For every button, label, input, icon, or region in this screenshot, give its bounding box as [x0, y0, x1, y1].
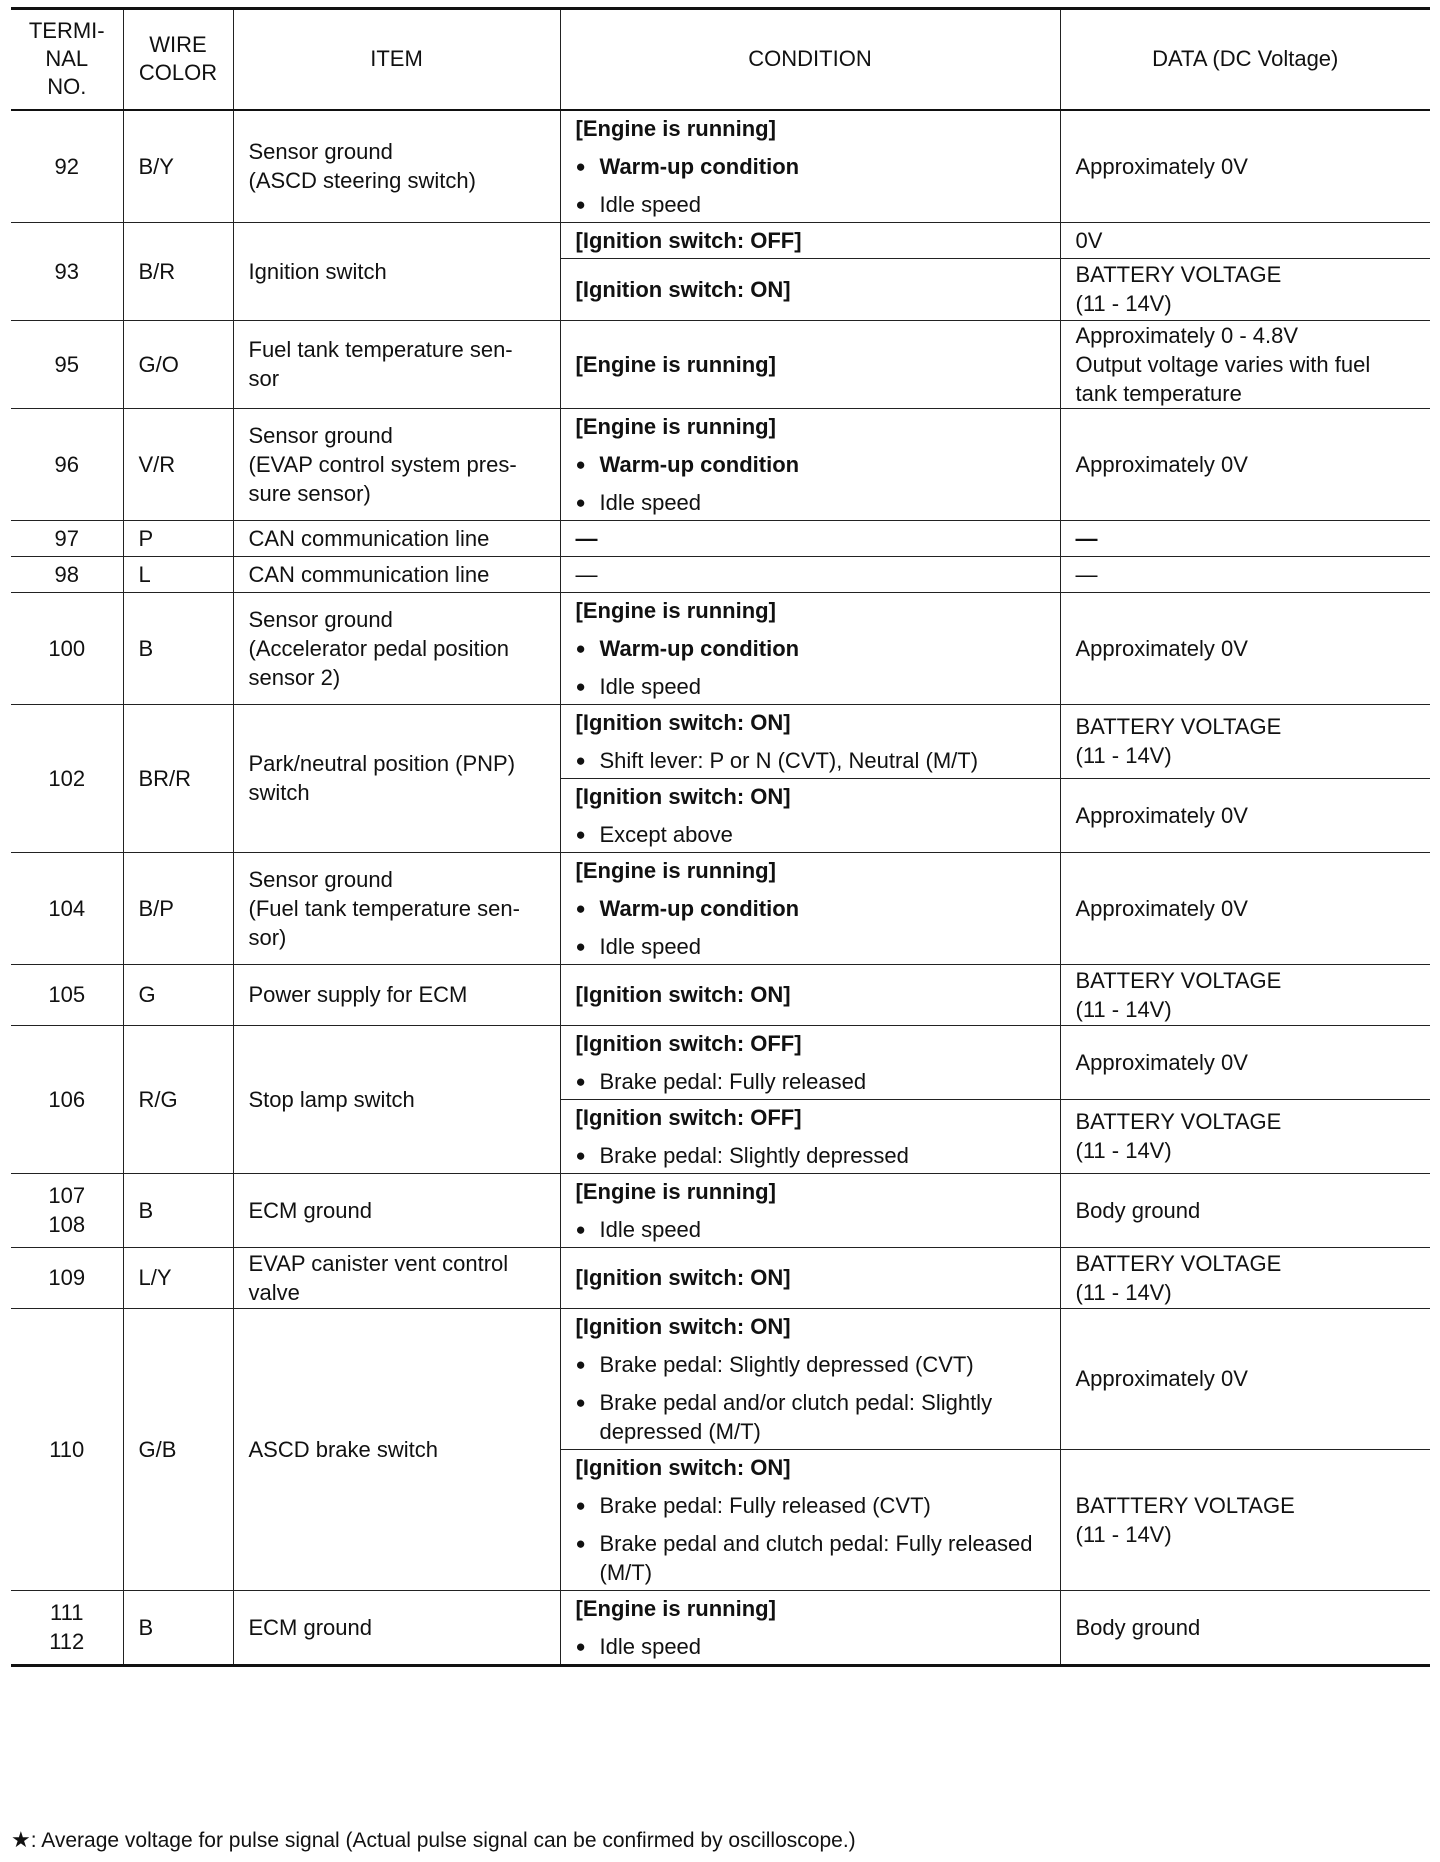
condition-header: [Engine is running]	[575, 115, 776, 141]
item-cell	[233, 964, 560, 1025]
data-cell	[1060, 258, 1430, 320]
condition-cell	[560, 222, 1060, 258]
bullet-icon: ●	[575, 1071, 586, 1091]
condition-header: [Engine is running]	[575, 1178, 776, 1204]
item-cell	[233, 592, 560, 704]
condition-header: [Ignition switch: ON]	[575, 1313, 791, 1339]
footnote-text: : Average voltage for pulse signal (Actual pulse signal can be confirmed by oscilloscope.)	[30, 1829, 856, 1852]
terminal-no-cell	[11, 520, 123, 556]
item-line: Ignition switch	[248, 258, 387, 284]
bullet-icon: ●	[575, 824, 586, 844]
table-row	[11, 592, 1430, 704]
bullet-icon: ●	[575, 194, 586, 214]
bullet-icon: ●	[575, 1533, 586, 1553]
condition-cell	[560, 1449, 1060, 1590]
item-line: switch	[248, 780, 310, 805]
condition-cell	[560, 592, 1060, 704]
wire-color-cell: B/P	[123, 852, 233, 964]
data-line: (11 - 14V)	[1075, 1521, 1172, 1547]
data-cell	[1060, 556, 1430, 592]
data-cell	[1060, 1099, 1430, 1173]
data-line: BATTERY VOLTAGE	[1075, 1109, 1282, 1134]
bullet-text: Warm-up condition	[599, 451, 800, 477]
item-line: Sensor ground	[248, 139, 393, 164]
terminal-no: 108	[48, 1212, 86, 1237]
item-line: ECM ground	[248, 1197, 373, 1223]
bullet-icon: ●	[575, 1145, 586, 1165]
item-cell	[233, 222, 560, 320]
terminal-no-cell	[11, 1173, 123, 1247]
terminal-no-cell	[11, 964, 123, 1025]
item-cell	[233, 110, 560, 223]
condition-cell	[560, 704, 1060, 778]
data-line: (11 - 14V)	[1075, 291, 1172, 316]
data-line: BATTERY VOLTAGE	[1075, 967, 1282, 993]
data-cell	[1060, 852, 1430, 964]
terminal-no-cell	[11, 1247, 123, 1308]
data-line: Output voltage varies with fuel	[1075, 351, 1371, 377]
terminal-no: 104	[48, 895, 86, 921]
condition-bullet	[576, 1067, 1045, 1096]
data-line: BATTTERY VOLTAGE	[1075, 1492, 1295, 1518]
item-line: valve	[248, 1279, 300, 1305]
condition-cell	[560, 258, 1060, 320]
terminal-no-cell	[11, 1590, 123, 1665]
condition-bullet	[576, 672, 1045, 701]
data-cell	[1060, 1590, 1430, 1665]
condition-cell	[560, 556, 1060, 592]
data-cell	[1060, 1308, 1430, 1449]
bullet-icon: ●	[575, 750, 586, 770]
data-line: (11 - 14V)	[1075, 996, 1172, 1022]
data-cell	[1060, 520, 1430, 556]
data-line: Approximately 0V	[1075, 153, 1248, 179]
bullet-icon: ●	[575, 1495, 586, 1515]
condition-header: [Ignition switch: ON]	[575, 709, 791, 735]
condition-header: [Engine is running]	[575, 857, 776, 883]
wire-color-cell: B/R	[123, 222, 233, 320]
header-wire-color: WIRE COLOR	[123, 9, 233, 110]
terminal-no: 97	[54, 525, 79, 551]
table-row	[11, 320, 1430, 408]
bullet-text: Warm-up condition	[599, 895, 800, 921]
bullet-icon: ●	[575, 492, 586, 512]
data-line: tank temperature	[1075, 380, 1242, 406]
terminal-no: 95	[54, 351, 79, 377]
condition-cell	[560, 110, 1060, 223]
wire-color-cell: B	[123, 592, 233, 704]
condition-cell	[560, 320, 1060, 408]
condition-bullet	[576, 1350, 1045, 1379]
wire-color-cell: L	[123, 556, 233, 592]
condition-bullet	[576, 1141, 1045, 1170]
table-row	[11, 704, 1430, 778]
terminal-no: 102	[48, 765, 86, 791]
condition-bullet	[576, 1632, 1045, 1661]
bullet-text: Brake pedal: Slightly depressed	[599, 1142, 909, 1168]
data-line: Approximately 0V	[1075, 635, 1248, 661]
terminal-no: 107	[48, 1183, 86, 1208]
terminal-no-cell	[11, 1308, 123, 1590]
condition-header: [Engine is running]	[575, 413, 776, 439]
table-row	[11, 408, 1430, 520]
condition-bullet	[576, 1388, 1045, 1446]
condition-header: [Ignition switch: OFF]	[575, 227, 802, 253]
bullet-icon: ●	[575, 1219, 586, 1239]
table-header-row	[11, 9, 1430, 110]
bullet-text: Idle speed	[599, 673, 702, 699]
item-cell	[233, 704, 560, 852]
terminal-no: 100	[48, 635, 86, 661]
condition-cell	[560, 520, 1060, 556]
item-line: Sensor ground	[248, 422, 393, 448]
condition-header: [Ignition switch: ON]	[575, 1265, 791, 1290]
ecm-terminal-table	[11, 7, 1430, 1667]
item-cell	[233, 320, 560, 408]
terminal-no-cell	[11, 408, 123, 520]
wire-color-cell: V/R	[123, 408, 233, 520]
terminal-no: 110	[49, 1436, 85, 1462]
condition-header: [Engine is running]	[575, 351, 776, 377]
item-cell	[233, 556, 560, 592]
data-cell	[1060, 964, 1430, 1025]
terminal-no: 98	[54, 561, 79, 587]
data-line: (11 - 14V)	[1075, 1279, 1172, 1305]
item-line: sensor 2)	[248, 664, 341, 690]
item-line: Fuel tank temperature sen-	[248, 337, 513, 362]
bullet-text: Shift lever: P or N (CVT), Neutral (M/T)	[599, 747, 979, 773]
data-line: Approximately 0V	[1075, 802, 1248, 828]
wire-color-cell: G	[123, 964, 233, 1025]
bullet-icon: ●	[575, 1354, 586, 1374]
header-item: ITEM	[233, 9, 560, 110]
item-line: EVAP canister vent control	[248, 1250, 509, 1276]
condition-header: [Engine is running]	[575, 1595, 776, 1621]
header-condition: CONDITION	[560, 9, 1060, 110]
terminal-no: 109	[48, 1265, 86, 1290]
bullet-icon: ●	[575, 936, 586, 956]
terminal-no: 106	[48, 1086, 86, 1112]
data-line: —	[1075, 561, 1098, 587]
data-cell	[1060, 408, 1430, 520]
table-row	[11, 222, 1430, 258]
data-line: BATTERY VOLTAGE	[1075, 1250, 1282, 1276]
data-line: Approximately 0V	[1075, 895, 1248, 921]
item-line: (EVAP control system pres-	[248, 451, 517, 477]
table-row	[11, 852, 1430, 964]
terminal-no-cell	[11, 852, 123, 964]
data-cell	[1060, 320, 1430, 408]
condition-bullet	[576, 932, 1045, 961]
table-row	[11, 520, 1430, 556]
condition-header: [Engine is running]	[575, 597, 776, 623]
bullet-text: Brake pedal: Fully released	[599, 1068, 867, 1094]
terminal-no: 93	[54, 258, 79, 284]
condition-header: [Ignition switch: ON]	[575, 276, 791, 302]
item-line: sor	[248, 366, 280, 391]
item-line: ECM ground	[248, 1614, 373, 1640]
condition-cell	[560, 1247, 1060, 1308]
footnote	[11, 1826, 856, 1855]
item-line: CAN communication line	[248, 561, 490, 587]
data-line: Approximately 0V	[1075, 1366, 1248, 1391]
wire-color-cell: P	[123, 520, 233, 556]
item-line: Power supply for ECM	[248, 982, 468, 1007]
item-cell	[233, 520, 560, 556]
condition-bullet	[576, 894, 1045, 923]
condition-dash: —	[575, 525, 598, 551]
bullet-text: Brake pedal and/or clutch pedal: Slightly depressed (M/T)	[599, 1389, 993, 1444]
header-data: DATA (DC Voltage)	[1060, 9, 1430, 110]
table-row	[11, 964, 1430, 1025]
bullet-text: Warm-up condition	[599, 153, 800, 179]
condition-bullet	[576, 820, 1045, 849]
table-row	[11, 1247, 1430, 1308]
item-line: Park/neutral position (PNP)	[248, 751, 516, 776]
bullet-text: Idle speed	[599, 933, 702, 959]
condition-bullet	[576, 190, 1045, 219]
data-cell	[1060, 778, 1430, 852]
bullet-icon: ●	[575, 1392, 586, 1412]
data-cell	[1060, 592, 1430, 704]
item-cell	[233, 1308, 560, 1590]
condition-header: [Ignition switch: ON]	[575, 783, 791, 809]
item-line: sor)	[248, 924, 287, 950]
condition-bullet	[576, 488, 1045, 517]
condition-cell	[560, 1099, 1060, 1173]
condition-bullet	[576, 1529, 1045, 1587]
condition-bullet	[576, 746, 1045, 775]
item-cell	[233, 1025, 560, 1173]
condition-cell	[560, 1308, 1060, 1449]
wire-color-cell: B/Y	[123, 110, 233, 223]
condition-cell	[560, 1025, 1060, 1099]
condition-cell	[560, 408, 1060, 520]
data-cell	[1060, 1025, 1430, 1099]
terminal-no-cell	[11, 1025, 123, 1173]
terminal-no-cell	[11, 556, 123, 592]
wire-color-cell: R/G	[123, 1025, 233, 1173]
data-line: 0V	[1075, 227, 1103, 253]
bullet-icon: ●	[575, 1636, 586, 1656]
bullet-icon: ●	[575, 156, 586, 176]
condition-header: [Ignition switch: ON]	[575, 1454, 791, 1480]
data-cell	[1060, 222, 1430, 258]
bullet-text: Idle speed	[599, 1216, 702, 1242]
star-icon: ★	[11, 1827, 31, 1852]
data-line: —	[1075, 525, 1098, 551]
terminal-no-cell	[11, 320, 123, 408]
data-cell	[1060, 1449, 1430, 1590]
condition-bullet	[576, 634, 1045, 663]
header-terminal-no: TERMI- NAL NO.	[11, 9, 123, 110]
item-line: (Fuel tank temperature sen-	[248, 895, 520, 921]
condition-header: [Ignition switch: OFF]	[575, 1104, 802, 1130]
table-body	[11, 110, 1430, 1666]
bullet-text: Idle speed	[599, 489, 702, 515]
data-line: Approximately 0V	[1075, 451, 1248, 477]
terminal-no: 111	[50, 1600, 84, 1625]
terminal-no: 105	[48, 982, 86, 1007]
terminal-no-cell	[11, 592, 123, 704]
item-cell	[233, 852, 560, 964]
bullet-icon: ●	[575, 638, 586, 658]
condition-header: [Ignition switch: OFF]	[575, 1030, 802, 1056]
terminal-no-cell	[11, 704, 123, 852]
condition-bullet	[576, 1215, 1045, 1244]
item-cell	[233, 1173, 560, 1247]
item-line: CAN communication line	[248, 525, 490, 551]
bullet-text: Except above	[599, 821, 733, 847]
condition-cell	[560, 1173, 1060, 1247]
item-line: (Accelerator pedal position	[248, 635, 509, 661]
bullet-text: Idle speed	[599, 1633, 702, 1659]
data-line: Approximately 0 - 4.8V	[1075, 322, 1299, 348]
item-line: Sensor ground	[248, 866, 393, 892]
bullet-text: Idle speed	[599, 191, 702, 217]
item-cell	[233, 1590, 560, 1665]
wire-color-cell: L/Y	[123, 1247, 233, 1308]
data-line: Approximately 0V	[1075, 1049, 1248, 1075]
table-row	[11, 110, 1430, 223]
table-row	[11, 1025, 1430, 1099]
data-cell	[1060, 110, 1430, 223]
bullet-text: Brake pedal: Slightly depressed (CVT)	[599, 1351, 974, 1377]
terminal-no-cell	[11, 110, 123, 223]
terminal-no: 112	[49, 1629, 85, 1654]
data-line: (11 - 14V)	[1075, 743, 1172, 768]
data-line: (11 - 14V)	[1075, 1138, 1172, 1163]
bullet-icon: ●	[575, 898, 586, 918]
table-row	[11, 1590, 1430, 1665]
wire-color-cell: BR/R	[123, 704, 233, 852]
wire-color-cell: G/O	[123, 320, 233, 408]
terminal-no: 92	[54, 153, 79, 179]
data-line: BATTERY VOLTAGE	[1075, 262, 1282, 287]
data-line: Body ground	[1075, 1614, 1201, 1640]
item-line: Sensor ground	[248, 606, 393, 632]
terminal-no: 96	[54, 451, 79, 477]
bullet-icon: ●	[575, 454, 586, 474]
table-row	[11, 556, 1430, 592]
terminal-table-sheet	[11, 7, 1430, 1667]
condition-dash: —	[575, 561, 598, 587]
condition-cell	[560, 778, 1060, 852]
terminal-no-cell	[11, 222, 123, 320]
item-line: ASCD brake switch	[248, 1436, 439, 1462]
condition-header: [Ignition switch: ON]	[575, 982, 791, 1007]
item-line: (ASCD steering switch)	[248, 168, 476, 193]
condition-bullet	[576, 152, 1045, 181]
condition-cell	[560, 1590, 1060, 1665]
wire-color-cell: G/B	[123, 1308, 233, 1590]
condition-bullet	[576, 450, 1045, 479]
bullet-icon: ●	[575, 676, 586, 696]
data-line: Body ground	[1075, 1197, 1201, 1223]
bullet-text: Warm-up condition	[599, 635, 800, 661]
item-cell	[233, 408, 560, 520]
condition-cell	[560, 964, 1060, 1025]
item-cell	[233, 1247, 560, 1308]
item-line: Stop lamp switch	[248, 1086, 415, 1112]
table-row	[11, 1308, 1430, 1449]
table-row	[11, 1173, 1430, 1247]
data-cell	[1060, 704, 1430, 778]
item-line: sure sensor)	[248, 480, 371, 506]
data-cell	[1060, 1173, 1430, 1247]
condition-bullet	[576, 1491, 1045, 1520]
data-line: BATTERY VOLTAGE	[1075, 714, 1282, 739]
condition-cell	[560, 852, 1060, 964]
data-cell	[1060, 1247, 1430, 1308]
bullet-text: Brake pedal and clutch pedal: Fully released (M/T)	[599, 1530, 1033, 1585]
bullet-text: Brake pedal: Fully released (CVT)	[599, 1492, 931, 1518]
wire-color-cell: B	[123, 1173, 233, 1247]
wire-color-cell: B	[123, 1590, 233, 1665]
